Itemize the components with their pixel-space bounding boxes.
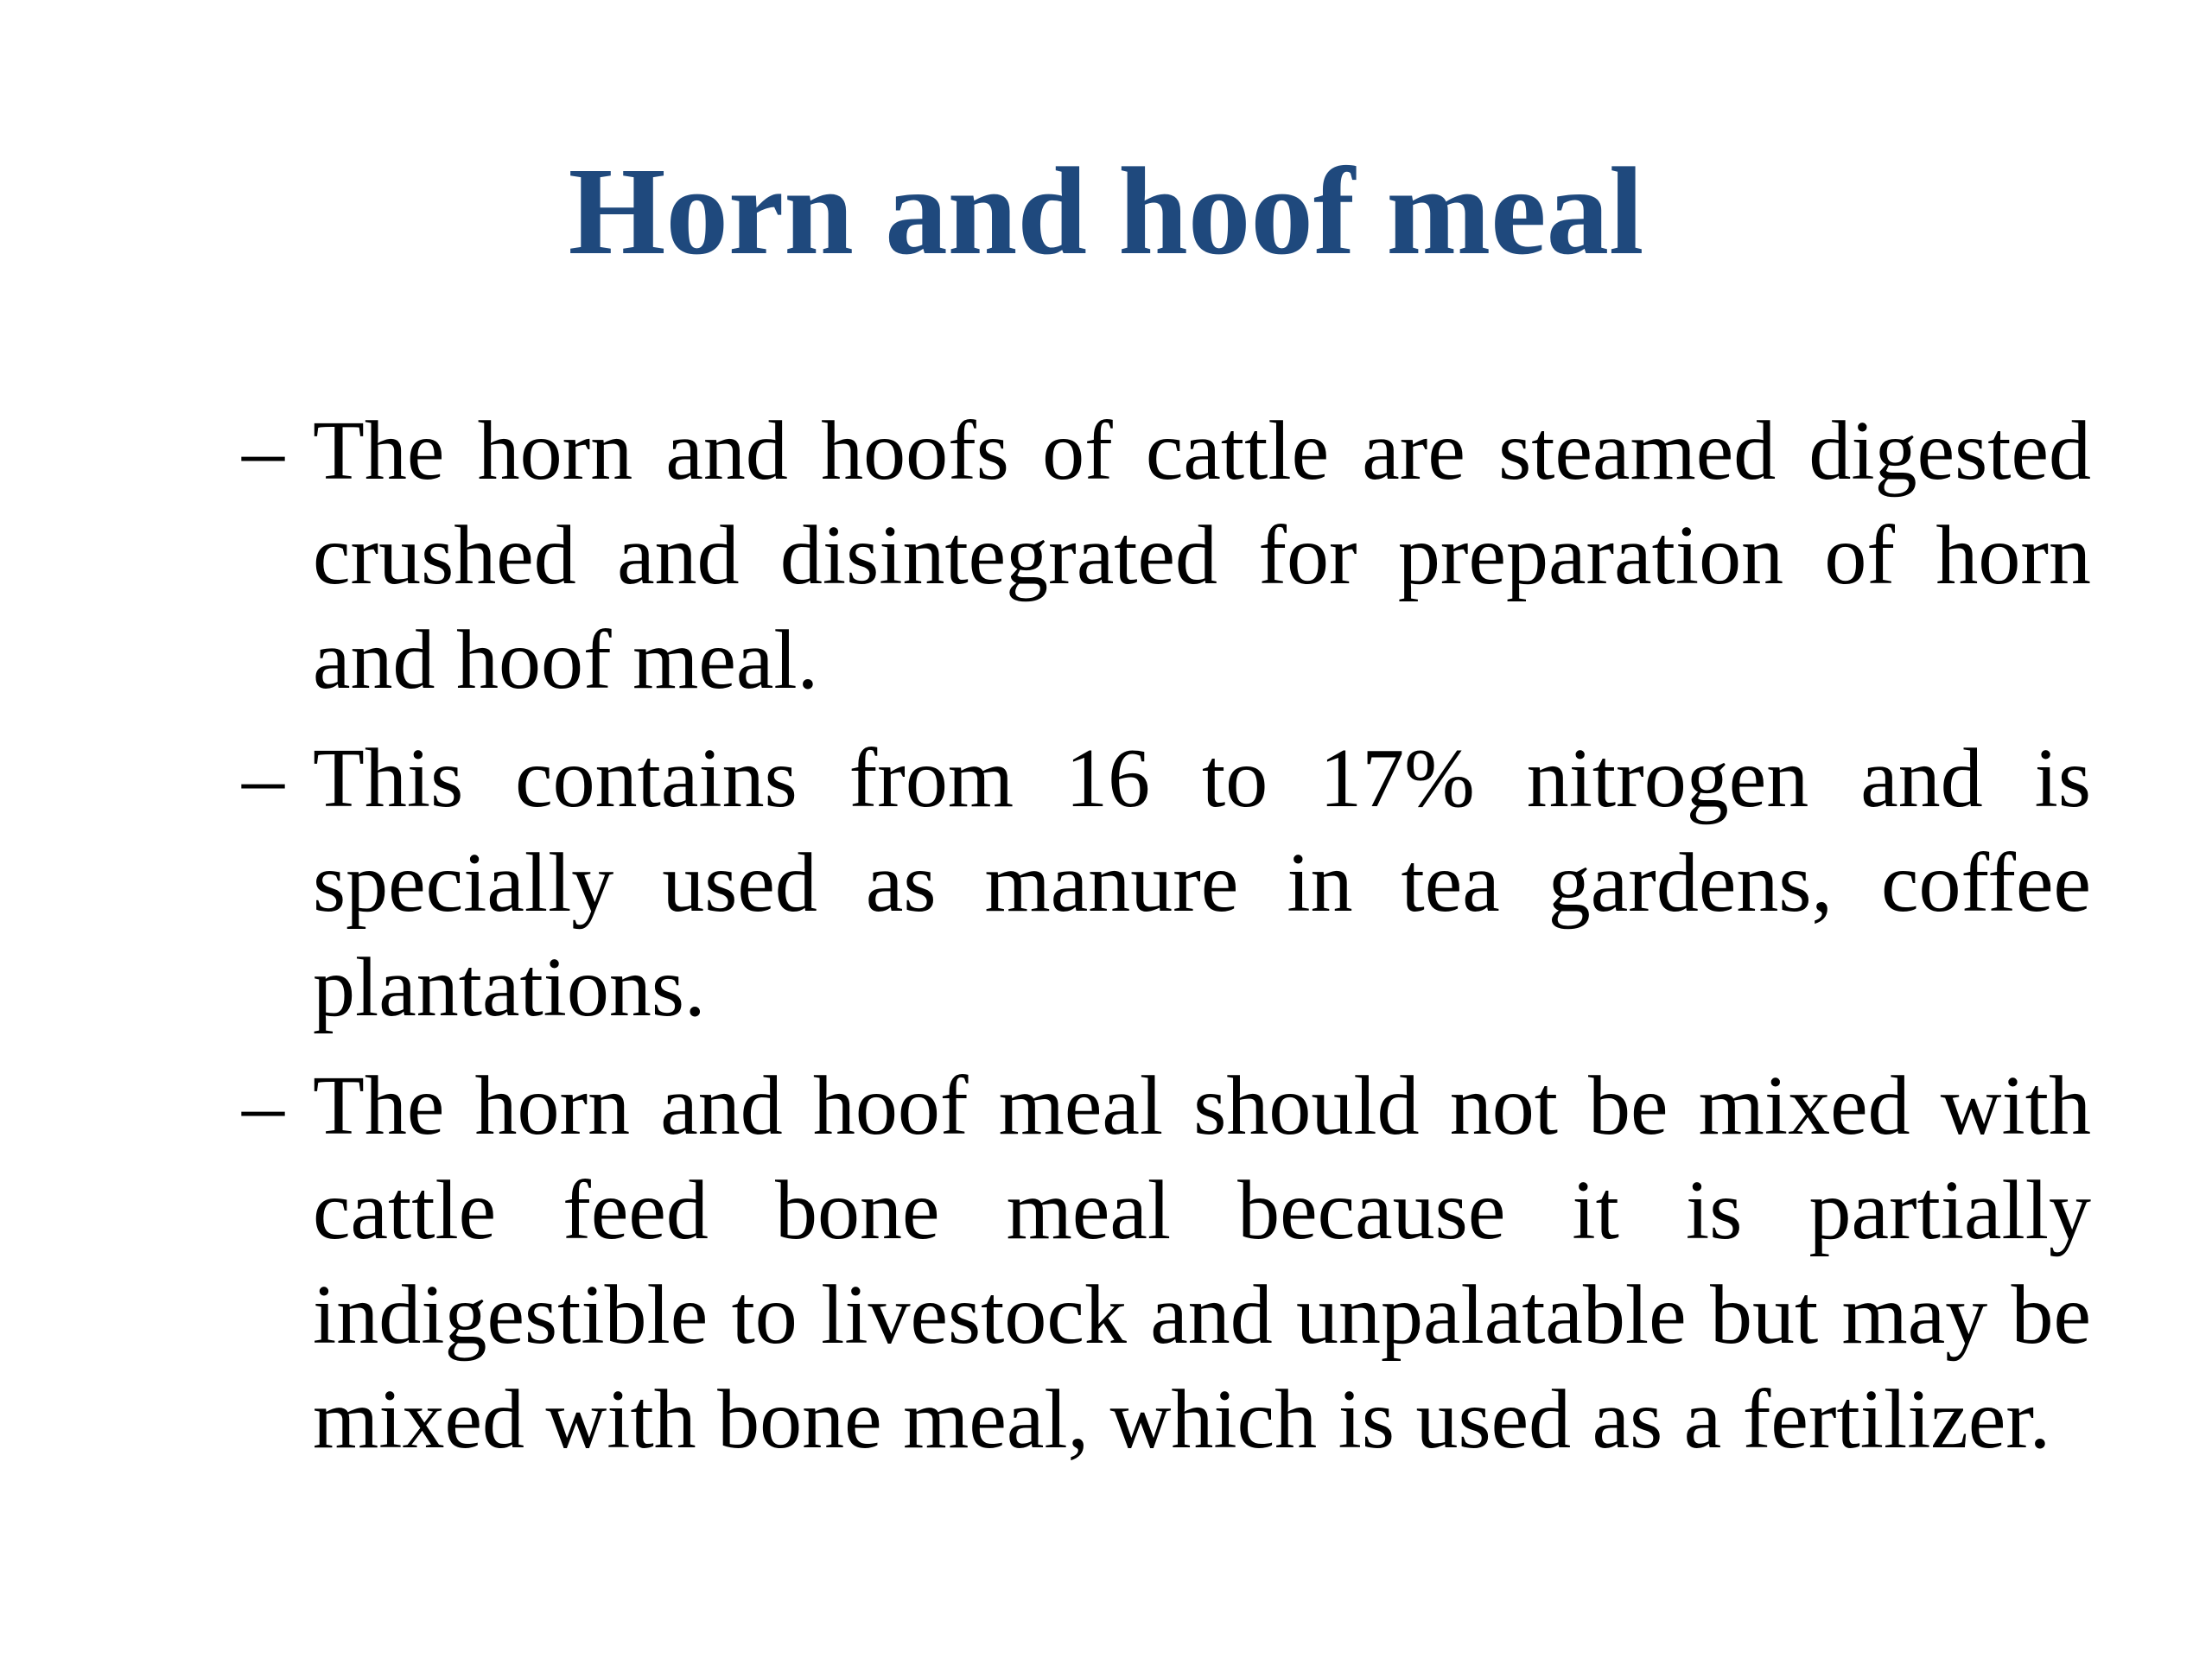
bullet-item: [242, 399, 2091, 713]
slide-title: Horn and hoof meal: [568, 143, 1644, 281]
bullet-text: The horn and hoof meal should not be mixed with cattle feed bone meal because it is partially indigestible to livestock and unpalatable but may be mixed with bone meal, which is used as a fertilizer.: [313, 1059, 2091, 1466]
bullet-item: [242, 727, 2091, 1040]
bullet-text: The horn and hoofs of cattle are steamed digested crushed and disintegrated for preparation of horn and hoof meal.: [313, 404, 2091, 707]
bullet-item: [242, 1054, 2091, 1472]
dash-bullet-icon: –: [242, 404, 284, 498]
bullet-list: [242, 399, 2091, 1486]
dash-bullet-icon: –: [242, 732, 284, 825]
dash-bullet-icon: –: [242, 1059, 284, 1153]
bullet-text: This contains from 16 to 17% nitrogen and is specially used as manure in tea gardens, coffee plantations.: [313, 732, 2091, 1034]
